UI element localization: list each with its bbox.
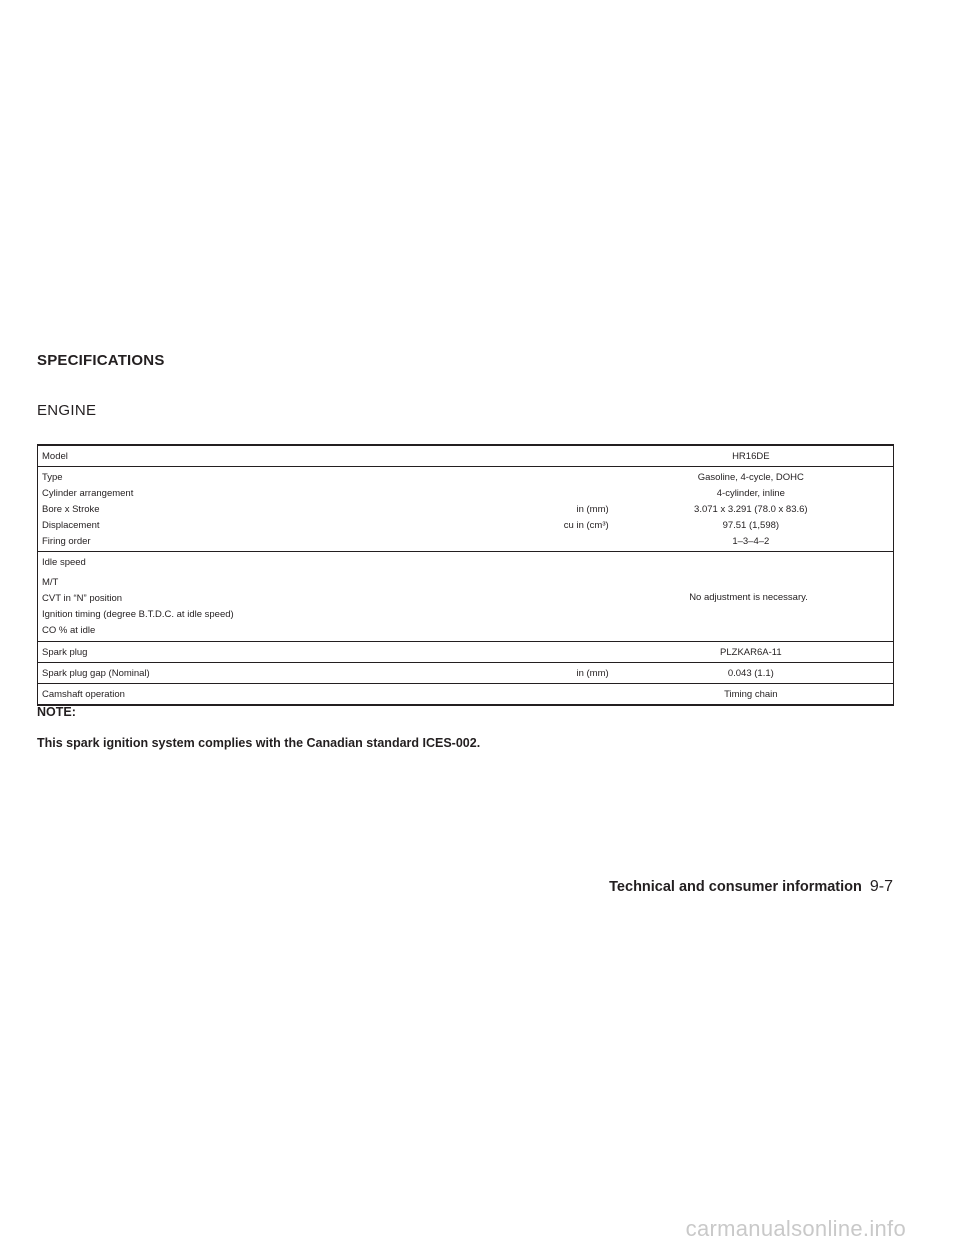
note-title: NOTE: [37,705,76,719]
table-group-basic [38,467,893,552]
table-row [38,517,893,533]
subsection-title: ENGINE [37,402,97,419]
watermark: carmanualsonline.info [685,1216,906,1241]
row-label: Spark plug gap (Nominal) [42,667,150,679]
table-group-model [38,446,893,467]
row-label: CO % at idle [42,625,96,636]
table-row [38,501,893,517]
table-row [38,665,893,681]
row-label: Idle speed [42,557,86,568]
row-label: Ignition timing (degree B.T.D.C. at idle speed) [42,609,234,620]
table-group-spark-plug-gap [38,663,893,684]
table-group-spark-plug [38,642,893,663]
row-value: 4-cylinder, inline [716,487,785,499]
table-group-idle [38,552,893,642]
row-label: Camshaft operation [42,688,125,700]
row-label: Firing order [42,535,91,547]
table-row [38,448,893,464]
row-value: Timing chain [724,688,778,700]
row-value: HR16DE [732,450,770,462]
page-number: 9-7 [869,878,893,895]
row-unit: in (mm) [576,503,609,515]
table-row [38,485,893,501]
page-footer [609,878,893,896]
row-label: Bore x Stroke [42,503,100,515]
idle-labels [38,555,606,639]
row-label: Displacement [42,519,100,531]
row-value: 97.51 (1,598) [722,519,780,531]
section-title: SPECIFICATIONS [37,352,165,369]
row-value: Gasoline, 4-cycle, DOHC [697,471,804,483]
table-row [38,644,893,660]
note-text: This spark ignition system complies with the Canadian standard ICES-002. [37,736,481,750]
row-unit: cu in (cm³) [563,519,609,531]
table-row [38,686,893,702]
row-value: No adjustment is necessary. [689,591,808,603]
row-label: CVT in “N” position [42,593,123,604]
table-row [38,469,893,485]
row-value: 0.043 (1.1) [727,667,774,679]
table-group-camshaft [38,684,893,704]
table-row [38,533,893,549]
row-label: Type [42,471,63,483]
row-label: Spark plug [42,646,88,658]
row-unit: in (mm) [576,667,609,679]
row-label: Model [42,450,68,462]
row-value: 1–3–4–2 [732,535,770,547]
engine-spec-table [37,444,894,706]
row-label: M/T [42,577,59,588]
row-value: PLZKAR6A-11 [720,646,782,658]
footer-chapter-title: Technical and consumer information [609,879,862,895]
row-value: 3.071 x 3.291 (78.0 x 83.6) [694,503,808,515]
row-label: Cylinder arrangement [42,487,134,499]
